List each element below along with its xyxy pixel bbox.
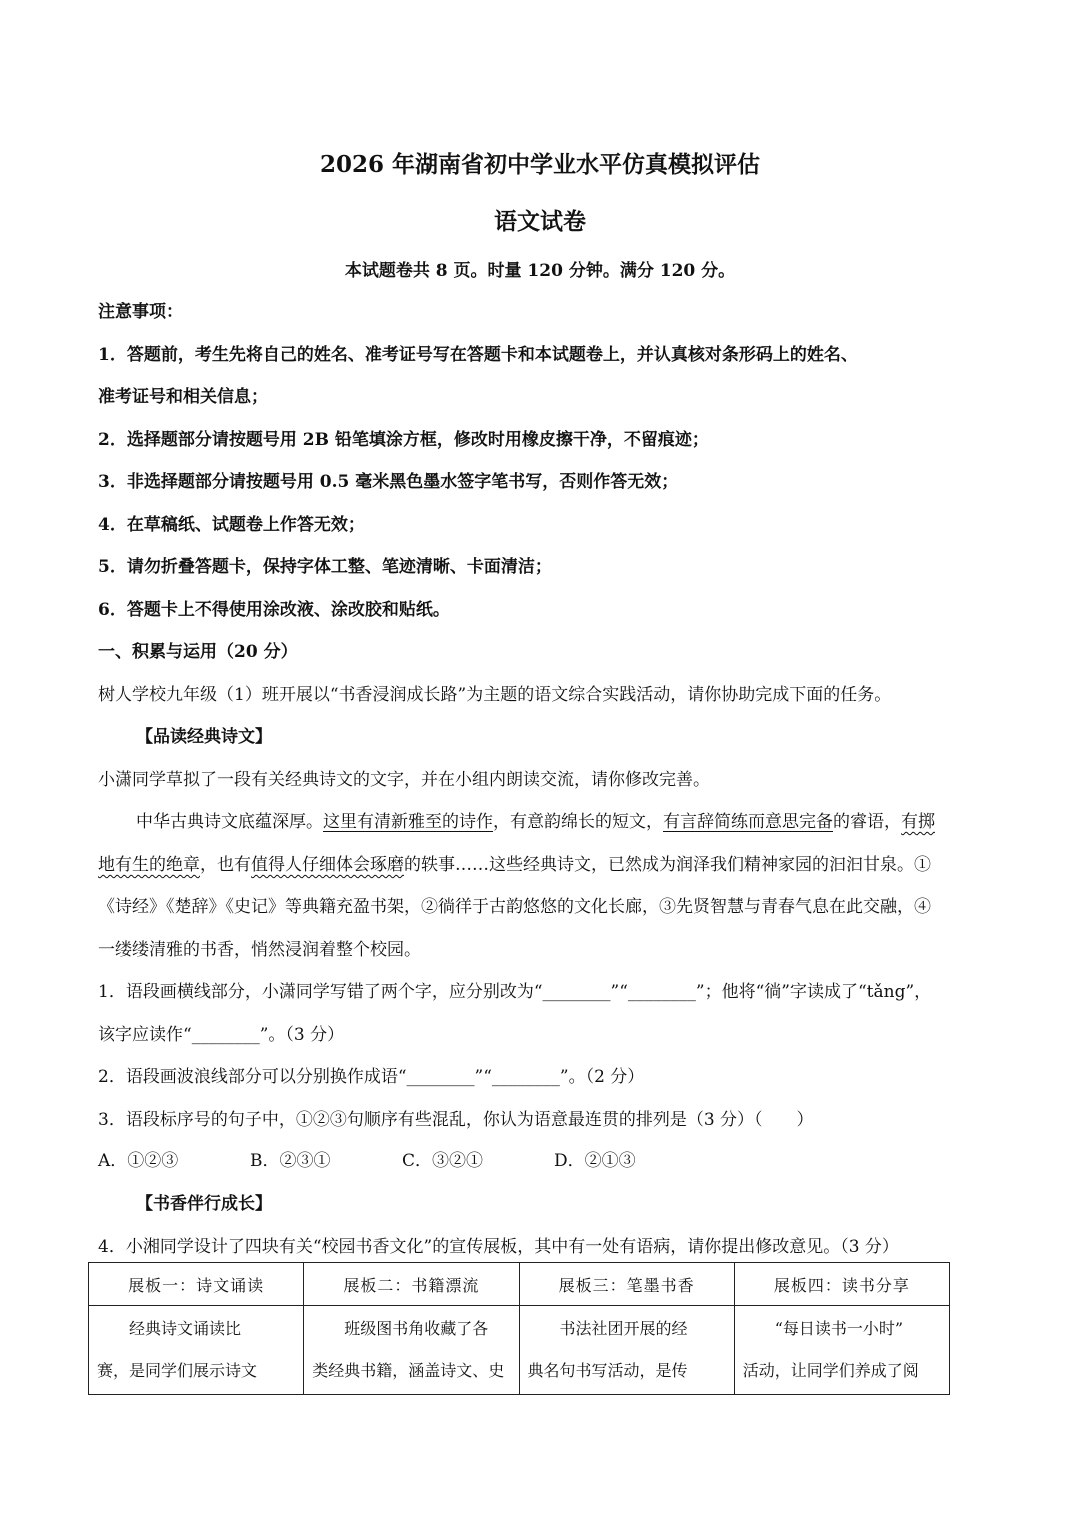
passage-text: 的轶事……这些经典诗文，已然成为润泽我们精神家园的汩汩甘泉。① bbox=[404, 855, 931, 875]
passage-text: 的睿语， bbox=[833, 812, 901, 832]
board-header-2: 展板二：书籍漂流 bbox=[304, 1263, 519, 1306]
question-2: 2．语段画波浪线部分可以分别换作成语“________”“________”。（2 分） bbox=[98, 1067, 645, 1087]
passage-line-1 bbox=[136, 807, 1026, 832]
note-item-5: 5．请勿折叠答题卡，保持字体工整、笔迹清晰、卡面清洁； bbox=[98, 557, 552, 577]
note-item-3: 3．非选择题部分请按题号用 0.5 毫米黑色墨水签字笔书写，否则作答无效； bbox=[98, 472, 679, 492]
wavy-phrase-1-end: 地有生的绝章 bbox=[98, 855, 200, 875]
question-3-options bbox=[98, 1146, 706, 1171]
note-item-2: 2．选择题部分请按题号用 2B 铅笔填涂方框，修改时用橡皮擦干净，不留痕迹； bbox=[98, 430, 709, 450]
option-a: A．①②③ bbox=[98, 1151, 179, 1171]
board-cell-2 bbox=[304, 1306, 519, 1395]
boards-table bbox=[88, 1262, 950, 1395]
note-item-6: 6．答题卡上不得使用涂改液、涂改胶和贴纸。 bbox=[98, 600, 450, 620]
cell-line: 活动，让同学们养成了阅 bbox=[742, 1361, 919, 1380]
board-cell-4 bbox=[734, 1306, 949, 1395]
note-item-1-cont: 准考证号和相关信息； bbox=[98, 387, 268, 407]
board-header-4: 展板四：读书分享 bbox=[734, 1263, 949, 1306]
exam-subject: 语文试卷 bbox=[494, 208, 586, 235]
question-3: 3．语段标序号的句子中，①②③句顺序有些混乱，你认为语意最连贯的排列是（3 分）（ ） bbox=[98, 1110, 814, 1130]
part-title-poetry: 【品读经典诗文】 bbox=[136, 727, 272, 747]
passage-line-3: 《诗经》《楚辞》《史记》等典籍充盈书架，②徜徉于古韵悠悠的文化长廊，③先贤智慧与青春气息在此交融，④ bbox=[98, 897, 931, 917]
passage-text: ，也有 bbox=[200, 855, 251, 875]
exam-title: 2026 年湖南省初中学业水平仿真模拟评估 bbox=[319, 151, 761, 178]
underlined-phrase-1: 这里有清新雅至的诗作 bbox=[323, 812, 493, 832]
part-intro: 小潇同学草拟了一段有关经典诗文的文字，并在小组内朗读交流，请你修改完善。 bbox=[98, 770, 710, 790]
passage-line-2 bbox=[98, 850, 988, 875]
wavy-phrase-1-start: 有掷 bbox=[901, 812, 935, 832]
question-1-cont: 该字应读作“________”。（3 分） bbox=[98, 1025, 345, 1045]
cell-line: 赛，是同学们展示诗文 bbox=[97, 1361, 258, 1380]
note-item-1: 1．答题前，考生先将自己的姓名、准考证号写在答题卡和本试题卷上，并认真核对条形码上的姓名、 bbox=[98, 345, 858, 365]
board-cell-3 bbox=[519, 1306, 734, 1395]
question-1: 1．语段画横线部分，小潇同学写错了两个字，应分别改为“________”“________”；他将“徜”字读成了“tǎng”， bbox=[98, 982, 932, 1002]
passage-text: ，有意韵绵长的短文， bbox=[493, 812, 663, 832]
cell-line: 典名句书写活动，是传 bbox=[527, 1361, 688, 1380]
cell-line: 班级图书角收藏了各 bbox=[344, 1319, 489, 1338]
exam-info: 本试题卷共 8 页。时量 120 分钟。满分 120 分。 bbox=[344, 261, 736, 281]
option-c: C．③②① bbox=[402, 1151, 484, 1171]
board-cell-1 bbox=[89, 1306, 304, 1395]
wavy-phrase-2: 值得人仔细体会琢磨 bbox=[251, 855, 404, 875]
cell-line: “每日读书一小时” bbox=[774, 1319, 904, 1338]
passage-line-4: 一缕缕清雅的书香，悄然浸润着整个校园。 bbox=[98, 940, 421, 960]
part-title-reading: 【书香伴行成长】 bbox=[136, 1194, 272, 1214]
board-header-1: 展板一：诗文诵读 bbox=[89, 1263, 304, 1306]
cell-line: 书法社团开展的经 bbox=[559, 1319, 688, 1338]
notes-heading: 注意事项： bbox=[98, 302, 183, 322]
table-header-row bbox=[89, 1263, 950, 1306]
option-d: D．②①③ bbox=[554, 1151, 636, 1171]
section-heading: 一、积累与运用（20 分） bbox=[98, 642, 298, 662]
table-row bbox=[89, 1306, 950, 1395]
option-b: B．②③① bbox=[250, 1151, 331, 1171]
cell-line: 类经典书籍，涵盖诗文、史 bbox=[312, 1361, 505, 1380]
section-intro: 树人学校九年级（1）班开展以“书香浸润成长路”为主题的语文综合实践活动，请你协助完成下面的任务。 bbox=[98, 685, 892, 705]
cell-line: 经典诗文诵读比 bbox=[129, 1319, 242, 1338]
note-item-4: 4．在草稿纸、试题卷上作答无效； bbox=[98, 515, 365, 535]
underlined-phrase-2: 有言辞简练而意思完备 bbox=[663, 812, 833, 832]
question-4: 4．小湘同学设计了四块有关“校园书香文化”的宣传展板，其中有一处有语病，请你提出修改意见。（3 分） bbox=[98, 1237, 899, 1257]
passage-text: 中华古典诗文底蕴深厚。 bbox=[136, 812, 323, 832]
board-header-3: 展板三：笔墨书香 bbox=[519, 1263, 734, 1306]
